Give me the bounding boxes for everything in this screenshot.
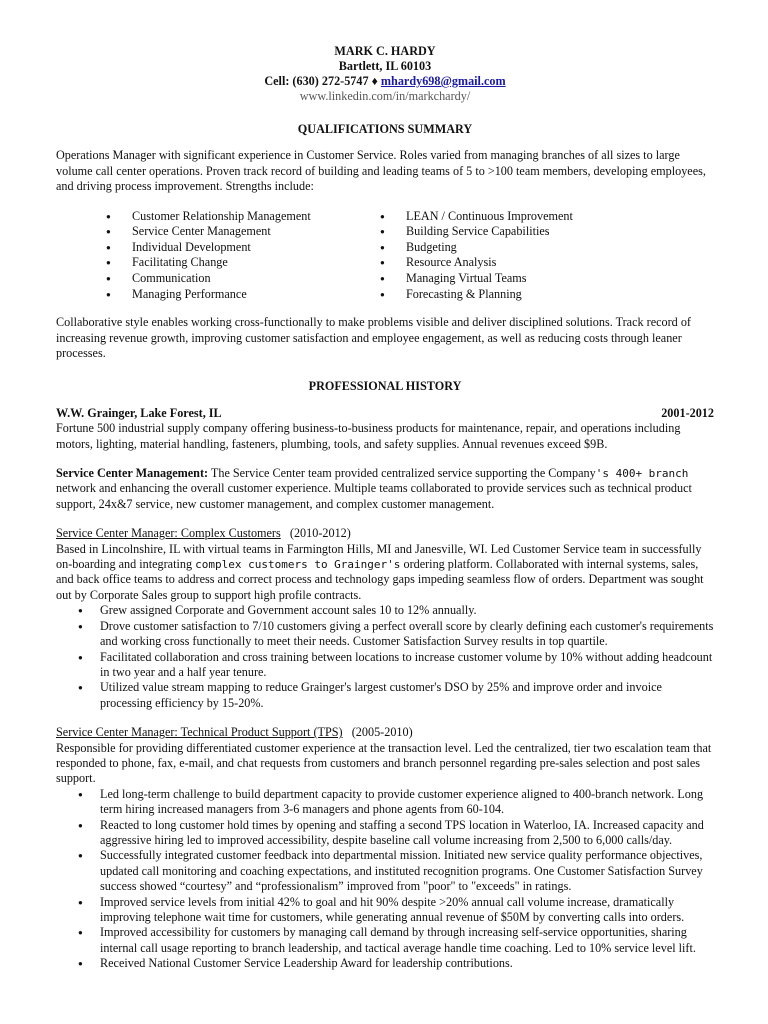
email-link[interactable]: mhardy698@gmail.com [380, 74, 506, 88]
achievement-item: ● Improved accessibility for customers by managing call demand by through increasing self-service opportunities, sharing internal call usage reporting to branch leadership, and tactical average handle time coaching. Led to 10% service level lift. [100, 925, 714, 956]
strength-item: ● Customer Relationship Management [106, 209, 380, 225]
achievement-item: ● Reacted to long customer hold times by opening and staffing a second TPS location in Waterloo, IA. Increased capacity and aggressive hiring led to improved accessibility, despite baseline call volume increasing from 2,500 to 6,000 calls/day. [100, 818, 714, 849]
diamond-separator-icon: ♦ [371, 74, 378, 88]
achievement-item: ● Grew assigned Corporate and Government account sales 10 to 12% annually. [100, 603, 714, 618]
role-dates: (2010-2012) [289, 526, 351, 541]
candidate-location: Bartlett, IL 60103 [338, 59, 432, 73]
summary-closing: Collaborative style enables working cross-functionally to make problems visible and deliver disciplined solutions. Track record of increasing revenue growth, improving customer satisfaction and employee engagement, as well as reducing costs through leaner processes. [56, 315, 691, 360]
strength-item: ● Individual Development [106, 240, 380, 256]
professional-history-heading: PROFESSIONAL HISTORY [308, 379, 462, 394]
achievement-item: ● Improved service levels from initial 42% to goal and hit 90% despite >20% annual call volume increase, dramatically improving telephone wait time for customers, while generating annual revenue of $50M by converting calls into orders. [100, 895, 714, 926]
scm-text-b: network and enhancing the overall customer experience. Multiple teams collaborated to provide services such as technical product support, 24x&7 service, new customer management, and complex customer management. [56, 481, 692, 511]
strengths-left-column [106, 209, 380, 303]
scm-text-a: The Service Center team provided centralized service supporting the Company [208, 466, 596, 481]
achievement-item: ● Successfully integrated customer feedback into departmental mission. Initiated new service quality performance objectives, updated call monitoring and coaching expectations, and instituted recognition programs. One Customer Satisfaction Survey success showed “courtesy” and “professionalism” improved from "poor" to "exceeds" in ratings. [100, 848, 714, 894]
strength-item: ● Resource Analysis [380, 255, 654, 271]
employer-line [56, 406, 714, 421]
strength-item: ● Building Service Capabilities [380, 224, 654, 240]
strength-item: ● Service Center Management [106, 224, 380, 240]
strength-item: ● LEAN / Continuous Improvement [380, 209, 654, 225]
employer-name: W.W. Grainger, Lake Forest, IL [56, 405, 222, 420]
employer-dates: 2001-2012 [661, 405, 714, 420]
role-desc-mono: complex customers to Grainger's [195, 558, 401, 572]
strengths-list [56, 209, 714, 303]
scm-text-mono: 's 400+ branch [595, 467, 689, 481]
role-dates: (2005-2010) [351, 725, 413, 740]
employer-description: Fortune 500 industrial supply company offering business-to-business products for maintenance, repair, and operations including motors, lighting, material handling, fasteners, plumbing, tools, and safety supplies. Annual revenues exceed $9B. [56, 421, 681, 451]
role-desc-a: Based in Lincolnshire, IL with virtual teams in Farmington Hills, MI and Janesville, WI. Led Customer Service team in successfully on-boarding and integrating [56, 541, 702, 572]
role-complex-customers-header [56, 526, 714, 541]
cell-phone: Cell: (630) 272-5747 [264, 74, 369, 88]
role-complex-customers-achievements [56, 603, 714, 711]
strength-item: ● Budgeting [380, 240, 654, 256]
strength-item: ● Forecasting & Planning [380, 287, 654, 303]
role-desc-b: ordering platform. Collaborated with internal systems, sales, and back office teams to address and correct process and technology gaps impeding seamless flow of orders. Department was sought out by Corporate Sales group to support high profile contracts. [56, 557, 704, 602]
candidate-name: MARK C. HARDY [334, 44, 436, 58]
linkedin-url[interactable]: www.linkedin.com/in/markchardy/ [299, 89, 471, 103]
summary-intro: Operations Manager with significant experience in Customer Service. Roles varied from managing branches of all sizes to large volume call center operations. Proven track record of building and leading teams of 5 to >100 team members, developing employees, and driving process improvement. Strengths include: [56, 148, 706, 194]
role-description [56, 542, 714, 604]
achievement-item: ● Received National Customer Service Leadership Award for leadership contributions. [100, 956, 714, 971]
achievement-item: ● Facilitated collaboration and cross training between locations to increase customer volume by 10% without adding headcount in two year and a half year tenure. [100, 650, 714, 681]
achievement-item: ● Led long-term challenge to build department capacity to provide customer experience aligned to 400-branch network. Long term hiring increased managers from 3-6 managers and phone agents from 60-104. [100, 787, 714, 818]
contact-line [56, 74, 714, 89]
role-technical-support-header [56, 725, 714, 740]
role-description: Responsible for providing differentiated customer experience at the transaction level. Led the centralized, tier two escalation team that responded to phone, fax, e-mail, and chat requests from customers and branch personnel regarding pre-sales selection and post sales support. [56, 740, 712, 786]
role-technical-support-achievements [56, 787, 714, 972]
strength-item: ● Managing Virtual Teams [380, 271, 654, 287]
strength-item: ● Managing Performance [106, 287, 380, 303]
strength-item: ● Communication [106, 271, 380, 287]
service-center-management-paragraph [56, 466, 714, 512]
achievement-item: ● Drove customer satisfaction to 7/10 customers giving a perfect overall score by clearly defining each customer's requirements and working cross functionally to meet their needs. Customer Satisfaction Survey results in top quartile. [100, 619, 714, 650]
strength-item: ● Facilitating Change [106, 255, 380, 271]
role-title: Service Center Manager: Complex Customers [56, 526, 281, 541]
achievement-item: ● Utilized value stream mapping to reduce Grainger's largest customer's DSO by 25% and improve order and invoice processing efficiency by 15-20%. [100, 680, 714, 711]
scm-label: Service Center Management: [56, 466, 209, 481]
strengths-right-column [380, 209, 654, 303]
qualifications-summary-heading: QUALIFICATIONS SUMMARY [297, 122, 473, 136]
role-title: Service Center Manager: Technical Product Support (TPS) [56, 725, 343, 740]
